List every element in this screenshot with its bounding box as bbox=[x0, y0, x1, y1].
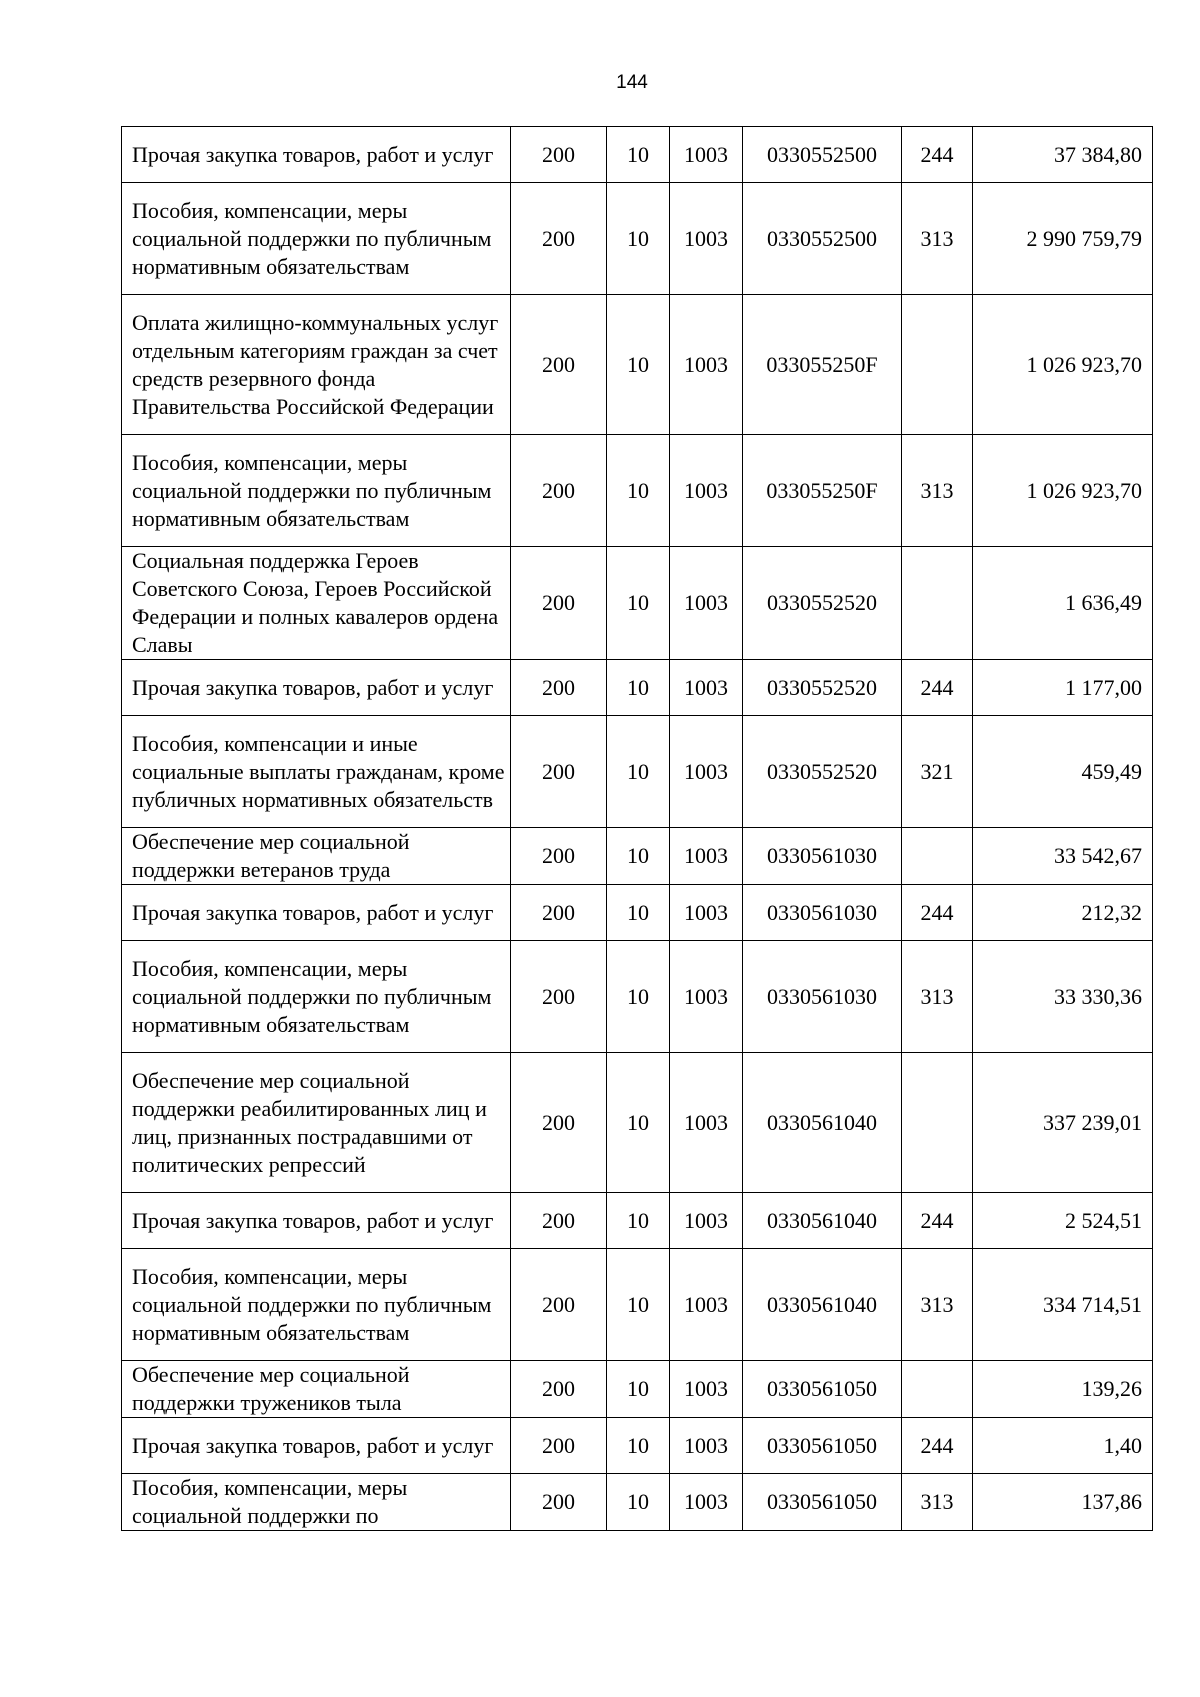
row-name: Обеспечение мер социальной поддержки реабилитированных лиц и лиц, признанных пострадавшими от политических репрессий bbox=[122, 1053, 511, 1193]
row-name: Пособия, компенсации, меры социальной поддержки по публичным нормативным обязательствам bbox=[122, 1249, 511, 1361]
section-code: 10 bbox=[607, 828, 670, 885]
target-article-code: 0330561040 bbox=[743, 1249, 902, 1361]
subsection-code: 1003 bbox=[670, 1193, 743, 1249]
amount: 1,40 bbox=[973, 1418, 1153, 1474]
row-name: Прочая закупка товаров, работ и услуг bbox=[122, 1418, 511, 1474]
ministry-code: 200 bbox=[511, 941, 607, 1053]
table-row bbox=[122, 183, 1153, 295]
expense-type-code: 313 bbox=[902, 1474, 973, 1531]
row-name: Обеспечение мер социальной поддержки ветеранов труда bbox=[122, 828, 511, 885]
expense-type-code bbox=[902, 1361, 973, 1418]
budget-table bbox=[121, 126, 1153, 1531]
section-code: 10 bbox=[607, 1193, 670, 1249]
section-code: 10 bbox=[607, 295, 670, 435]
expense-type-code: 244 bbox=[902, 1193, 973, 1249]
table-row bbox=[122, 127, 1153, 183]
amount: 137,86 bbox=[973, 1474, 1153, 1531]
section-code: 10 bbox=[607, 1361, 670, 1418]
subsection-code: 1003 bbox=[670, 127, 743, 183]
target-article-code: 0330561030 bbox=[743, 828, 902, 885]
section-code: 10 bbox=[607, 435, 670, 547]
amount: 1 636,49 bbox=[973, 547, 1153, 660]
ministry-code: 200 bbox=[511, 885, 607, 941]
amount: 2 524,51 bbox=[973, 1193, 1153, 1249]
target-article-code: 0330552500 bbox=[743, 183, 902, 295]
subsection-code: 1003 bbox=[670, 828, 743, 885]
ministry-code: 200 bbox=[511, 716, 607, 828]
subsection-code: 1003 bbox=[670, 885, 743, 941]
expense-type-code bbox=[902, 547, 973, 660]
target-article-code: 033055250F bbox=[743, 295, 902, 435]
target-article-code: 0330561050 bbox=[743, 1418, 902, 1474]
row-name: Пособия, компенсации, меры социальной поддержки по bbox=[122, 1474, 511, 1531]
table-row bbox=[122, 547, 1153, 660]
row-name: Пособия, компенсации, меры социальной поддержки по публичным нормативным обязательствам bbox=[122, 183, 511, 295]
expense-type-code: 321 bbox=[902, 716, 973, 828]
target-article-code: 033055250F bbox=[743, 435, 902, 547]
expense-type-code bbox=[902, 295, 973, 435]
row-name: Прочая закупка товаров, работ и услуг bbox=[122, 885, 511, 941]
row-name: Прочая закупка товаров, работ и услуг bbox=[122, 660, 511, 716]
subsection-code: 1003 bbox=[670, 716, 743, 828]
table-row bbox=[122, 716, 1153, 828]
amount: 33 542,67 bbox=[973, 828, 1153, 885]
table-row bbox=[122, 1249, 1153, 1361]
row-name: Обеспечение мер социальной поддержки тружеников тыла bbox=[122, 1361, 511, 1418]
amount: 2 990 759,79 bbox=[973, 183, 1153, 295]
subsection-code: 1003 bbox=[670, 1361, 743, 1418]
section-code: 10 bbox=[607, 941, 670, 1053]
target-article-code: 0330552520 bbox=[743, 547, 902, 660]
target-article-code: 0330561040 bbox=[743, 1053, 902, 1193]
section-code: 10 bbox=[607, 1474, 670, 1531]
row-name: Пособия, компенсации, меры социальной поддержки по публичным нормативным обязательствам bbox=[122, 435, 511, 547]
amount: 33 330,36 bbox=[973, 941, 1153, 1053]
table-row bbox=[122, 295, 1153, 435]
target-article-code: 0330561050 bbox=[743, 1361, 902, 1418]
row-name: Пособия, компенсации, меры социальной поддержки по публичным нормативным обязательствам bbox=[122, 941, 511, 1053]
expense-type-code: 313 bbox=[902, 435, 973, 547]
section-code: 10 bbox=[607, 716, 670, 828]
section-code: 10 bbox=[607, 885, 670, 941]
ministry-code: 200 bbox=[511, 660, 607, 716]
expense-type-code: 244 bbox=[902, 127, 973, 183]
budget-table-body bbox=[122, 127, 1153, 1531]
target-article-code: 0330552520 bbox=[743, 660, 902, 716]
ministry-code: 200 bbox=[511, 1193, 607, 1249]
ministry-code: 200 bbox=[511, 1053, 607, 1193]
expense-type-code bbox=[902, 1053, 973, 1193]
expense-type-code: 313 bbox=[902, 941, 973, 1053]
row-name: Социальная поддержка Героев Советского Союза, Героев Российской Федерации и полных кавалеров ордена Славы bbox=[122, 547, 511, 660]
amount: 212,32 bbox=[973, 885, 1153, 941]
target-article-code: 0330561030 bbox=[743, 941, 902, 1053]
target-article-code: 0330561030 bbox=[743, 885, 902, 941]
subsection-code: 1003 bbox=[670, 547, 743, 660]
ministry-code: 200 bbox=[511, 127, 607, 183]
section-code: 10 bbox=[607, 660, 670, 716]
ministry-code: 200 bbox=[511, 1474, 607, 1531]
subsection-code: 1003 bbox=[670, 941, 743, 1053]
table-row bbox=[122, 1361, 1153, 1418]
row-name: Прочая закупка товаров, работ и услуг bbox=[122, 127, 511, 183]
ministry-code: 200 bbox=[511, 295, 607, 435]
expense-type-code bbox=[902, 828, 973, 885]
amount: 37 384,80 bbox=[973, 127, 1153, 183]
row-name: Оплата жилищно-коммунальных услуг отдельным категориям граждан за счет средств резервного фонда Правительства Российской Федерации bbox=[122, 295, 511, 435]
ministry-code: 200 bbox=[511, 1249, 607, 1361]
section-code: 10 bbox=[607, 1418, 670, 1474]
table-row bbox=[122, 1193, 1153, 1249]
target-article-code: 0330552500 bbox=[743, 127, 902, 183]
ministry-code: 200 bbox=[511, 435, 607, 547]
subsection-code: 1003 bbox=[670, 435, 743, 547]
table-row bbox=[122, 1474, 1153, 1531]
target-article-code: 0330561050 bbox=[743, 1474, 902, 1531]
table-row bbox=[122, 885, 1153, 941]
amount: 1 177,00 bbox=[973, 660, 1153, 716]
subsection-code: 1003 bbox=[670, 1053, 743, 1193]
table-row bbox=[122, 660, 1153, 716]
ministry-code: 200 bbox=[511, 547, 607, 660]
table-row bbox=[122, 1418, 1153, 1474]
table-row bbox=[122, 941, 1153, 1053]
subsection-code: 1003 bbox=[670, 1249, 743, 1361]
subsection-code: 1003 bbox=[670, 660, 743, 716]
amount: 1 026 923,70 bbox=[973, 295, 1153, 435]
expense-type-code: 244 bbox=[902, 1418, 973, 1474]
ministry-code: 200 bbox=[511, 1361, 607, 1418]
row-name: Прочая закупка товаров, работ и услуг bbox=[122, 1193, 511, 1249]
row-name: Пособия, компенсации и иные социальные выплаты гражданам, кроме публичных нормативных обязательств bbox=[122, 716, 511, 828]
amount: 337 239,01 bbox=[973, 1053, 1153, 1193]
section-code: 10 bbox=[607, 183, 670, 295]
table-row bbox=[122, 1053, 1153, 1193]
subsection-code: 1003 bbox=[670, 1474, 743, 1531]
expense-type-code: 244 bbox=[902, 660, 973, 716]
target-article-code: 0330561040 bbox=[743, 1193, 902, 1249]
expense-type-code: 313 bbox=[902, 183, 973, 295]
expense-type-code: 313 bbox=[902, 1249, 973, 1361]
table-row bbox=[122, 828, 1153, 885]
section-code: 10 bbox=[607, 547, 670, 660]
subsection-code: 1003 bbox=[670, 183, 743, 295]
expense-type-code: 244 bbox=[902, 885, 973, 941]
ministry-code: 200 bbox=[511, 183, 607, 295]
ministry-code: 200 bbox=[511, 1418, 607, 1474]
amount: 459,49 bbox=[973, 716, 1153, 828]
page-number: 144 bbox=[616, 72, 648, 93]
section-code: 10 bbox=[607, 127, 670, 183]
target-article-code: 0330552520 bbox=[743, 716, 902, 828]
ministry-code: 200 bbox=[511, 828, 607, 885]
section-code: 10 bbox=[607, 1249, 670, 1361]
subsection-code: 1003 bbox=[670, 1418, 743, 1474]
amount: 1 026 923,70 bbox=[973, 435, 1153, 547]
section-code: 10 bbox=[607, 1053, 670, 1193]
amount: 139,26 bbox=[973, 1361, 1153, 1418]
table-row bbox=[122, 435, 1153, 547]
amount: 334 714,51 bbox=[973, 1249, 1153, 1361]
subsection-code: 1003 bbox=[670, 295, 743, 435]
